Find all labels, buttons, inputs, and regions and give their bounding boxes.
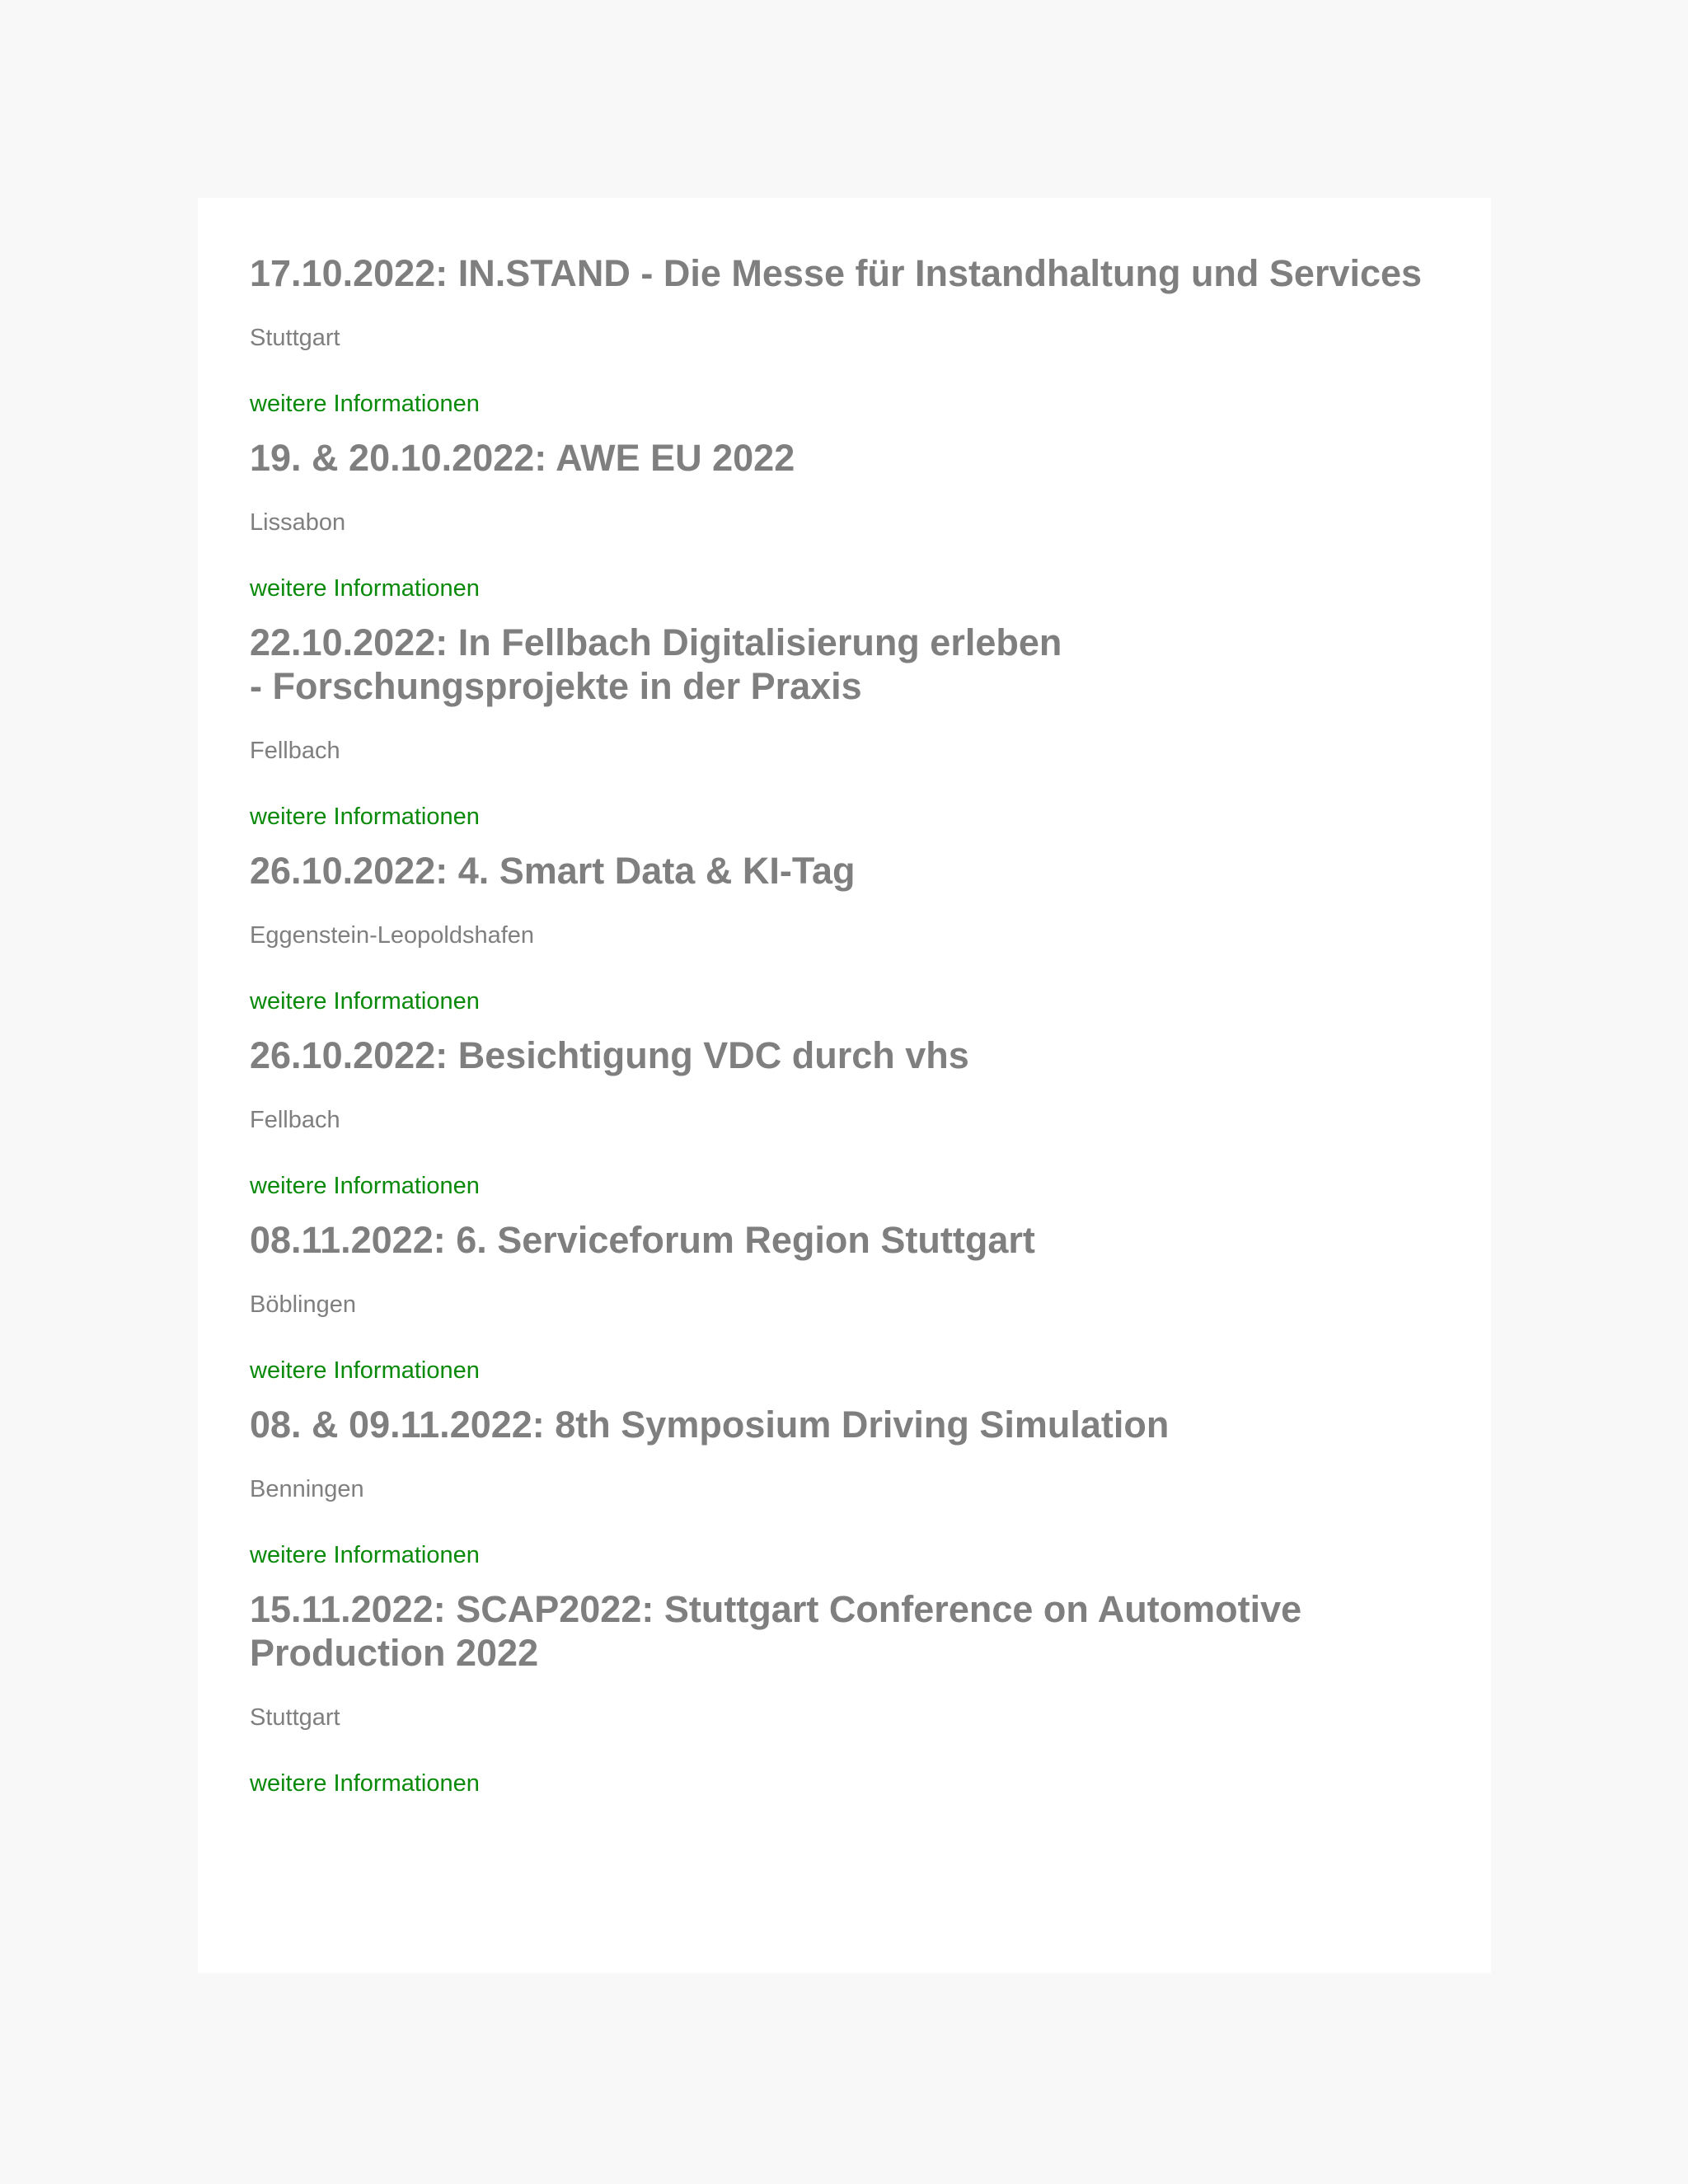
event-item xyxy=(250,251,1491,419)
event-item xyxy=(250,849,1491,1016)
event-title: 08. & 09.11.2022: 8th Symposium Driving Simulation xyxy=(250,1404,1170,1446)
event-list-card xyxy=(198,198,1491,1973)
event-title: 22.10.2022: In Fellbach Digitalisierung erleben - Forschungsprojekte in der Praxis xyxy=(250,621,1062,707)
event-location: Böblingen xyxy=(250,1291,356,1318)
event-item xyxy=(250,1218,1491,1385)
event-location: Fellbach xyxy=(250,738,340,764)
event-title: 15.11.2022: SCAP2022: Stuttgart Conference on Automotive Production 2022 xyxy=(250,1588,1302,1674)
event-location: Benningen xyxy=(250,1476,364,1502)
event-item xyxy=(250,436,1491,603)
event-location: Eggenstein-Leopoldshafen xyxy=(250,922,535,949)
event-item xyxy=(250,1403,1491,1570)
more-info-link[interactable]: weitere Informationen xyxy=(250,1357,480,1384)
event-item xyxy=(250,1033,1491,1201)
more-info-link[interactable]: weitere Informationen xyxy=(250,575,480,602)
event-title: 26.10.2022: 4. Smart Data & KI-Tag xyxy=(250,850,856,892)
event-title: 19. & 20.10.2022: AWE EU 2022 xyxy=(250,437,795,479)
event-title: 17.10.2022: IN.STAND - Die Messe für Instandhaltung und Services xyxy=(250,252,1423,294)
event-title: 08.11.2022: 6. Serviceforum Region Stuttgart xyxy=(250,1219,1035,1261)
more-info-link[interactable]: weitere Informationen xyxy=(250,988,480,1015)
more-info-link[interactable]: weitere Informationen xyxy=(250,1542,480,1568)
more-info-link[interactable]: weitere Informationen xyxy=(250,1770,480,1797)
event-item xyxy=(250,621,1491,832)
event-location: Stuttgart xyxy=(250,1704,340,1731)
event-item xyxy=(250,1587,1491,1798)
more-info-link[interactable]: weitere Informationen xyxy=(250,1173,480,1199)
more-info-link[interactable]: weitere Informationen xyxy=(250,804,480,830)
event-location: Lissabon xyxy=(250,509,346,536)
more-info-link[interactable]: weitere Informationen xyxy=(250,391,480,417)
event-title: 26.10.2022: Besichtigung VDC durch vhs xyxy=(250,1034,969,1076)
event-location: Fellbach xyxy=(250,1107,340,1133)
event-location: Stuttgart xyxy=(250,325,340,351)
